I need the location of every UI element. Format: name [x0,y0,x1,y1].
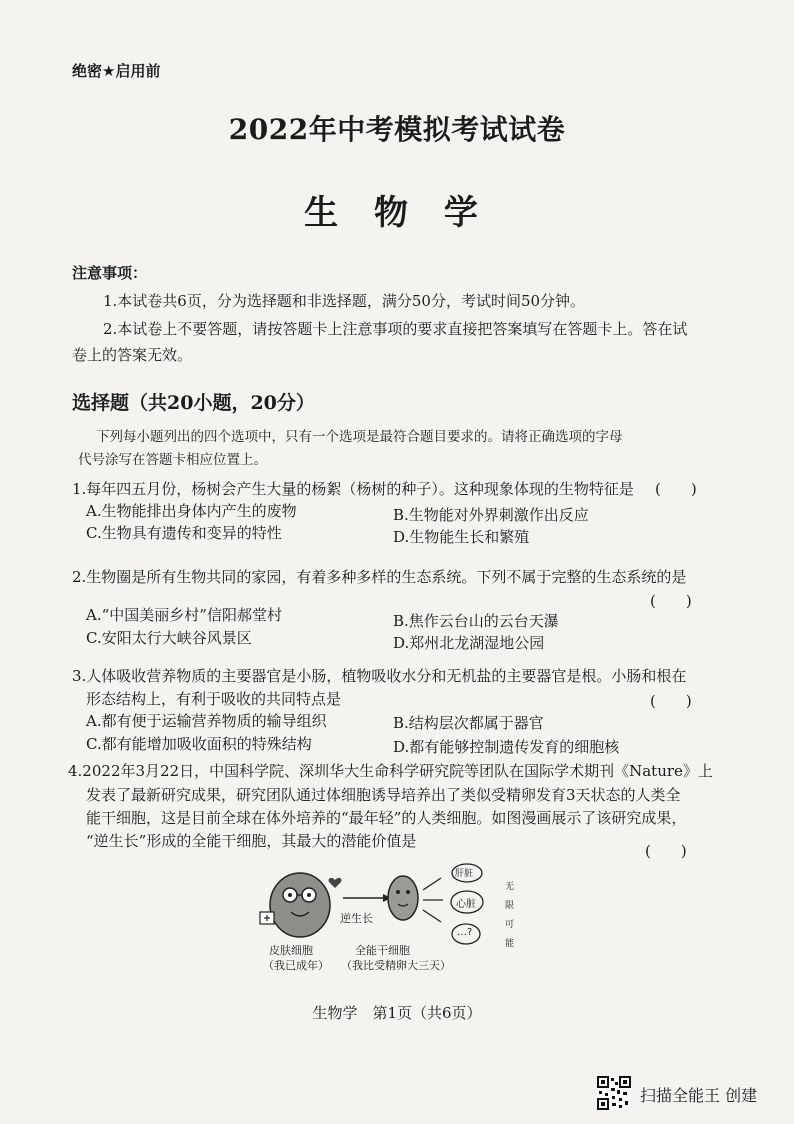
q2-answer-paren: ( ) [650,592,692,610]
stem-cell-cartoon [255,860,530,980]
section-title: 选择题（共20小题，20分） [72,392,315,414]
q4-stem-line-4: “逆生长”形成的全能干细胞，其最大的潜能价值是 [86,832,417,850]
q3-option-a: A.都有便于运输营养物质的输导组织 [86,712,327,730]
q1-option-d: D.生物能生长和繁殖 [393,528,530,546]
notice-heading: 注意事项： [72,264,148,282]
q4-answer-paren: ( ) [645,842,687,860]
q1-option-a: A.生物能排出身体内产生的废物 [86,502,297,520]
cartoon-arrow-label: 逆生长 [340,912,373,925]
q2-option-a: A.“中国美丽乡村”信阳郝堂村 [86,606,282,624]
q3-stem-line-2: 形态结构上，有利于吸收的共同特点是 [86,690,342,708]
q3-option-b: B.结构层次都属于器官 [393,714,544,732]
cartoon-left-cell-note: （我已成年） [263,959,329,972]
exam-title: 2022年中考模拟考试试卷 [228,113,566,146]
q3-answer-paren: ( ) [650,692,692,710]
subject-title: 生 物 学 [304,193,490,233]
notice-item-2-line-2: 卷上的答案无效。 [72,346,193,364]
q3-stem-line-1: 3.人体吸收营养物质的主要器官是小肠，植物吸收水分和无机盐的主要器官是根。小肠和根在 [72,667,687,685]
q2-option-b: B.焦作云台山的云台天瀑 [393,612,559,630]
q1-answer-paren: ( ) [655,480,697,498]
q4-stem-line-2: 发表了最新研究成果，研究团队通过体细胞诱导培养出了类似受精卵发育3天状态的人类全 [86,786,681,804]
cartoon-left-cell-label: 皮肤细胞 [269,944,313,957]
section-instruction-line-1: 下列每小题列出的四个选项中，只有一个选项是最符合题目要求的。请将正确选项的字母 [96,429,623,445]
q3-option-c: C.都有能增加吸收面积的特殊结构 [86,735,312,753]
cartoon-right-cell-label: 全能干细胞 [355,944,410,957]
secret-label: 绝密★启用前 [72,62,161,80]
q1-option-b: B.生物能对外界刺激作出反应 [393,506,589,524]
notice-item-2-line-1: 2.本试卷上不要答题，请按答题卡上注意事项的要求直接把答案填写在答题卡上。答在试 [103,320,688,338]
q3-option-d: D.都有能够控制遗传发育的细胞核 [393,738,620,756]
q4-stem-line-1: 4.2022年3月22日，中国科学院、深圳华大生命科学研究院等团队在国际学术期刊《Nature》上 [68,762,713,780]
cartoon-bubble-heart: 心脏 [456,899,476,910]
q1-option-c: C.生物具有遗传和变异的特性 [86,524,282,542]
q2-option-c: C.安阳太行大峡谷风景区 [86,629,252,647]
scanner-watermark-text: 扫描全能王 创建 [640,1086,758,1105]
q4-stem-line-3: 能干细胞，这是目前全球在体外培养的“最年轻”的人类细胞。如图漫画展示了该研究成果， [86,809,687,827]
cartoon-side-text: 无限可能 [505,882,515,949]
q1-stem: 1.每年四五月份，杨树会产生大量的杨絮（杨树的种子）。这种现象体现的生物特征是 [72,480,634,498]
q2-option-d: D.郑州北龙湖湿地公园 [393,634,545,652]
cartoon-right-cell-note: （我比受精卵大三天） [341,959,451,972]
notice-item-1: 1.本试卷共6页，分为选择题和非选择题，满分50分，考试时间50分钟。 [103,292,586,310]
q2-stem: 2.生物圈是所有生物共同的家园，有着多种多样的生态系统。下列不属于完整的生态系统的是 [72,568,687,586]
qr-code-icon [597,1076,631,1110]
cartoon-bubble-liver: 肝脏 [455,869,474,879]
section-instruction-line-2: 代号涂写在答题卡相应位置上。 [78,452,267,468]
page-footer: 生物学 第1页（共6页） [312,1004,482,1022]
cartoon-bubble-unknown: …? [457,927,473,938]
qr-code-graphic [597,1076,631,1110]
